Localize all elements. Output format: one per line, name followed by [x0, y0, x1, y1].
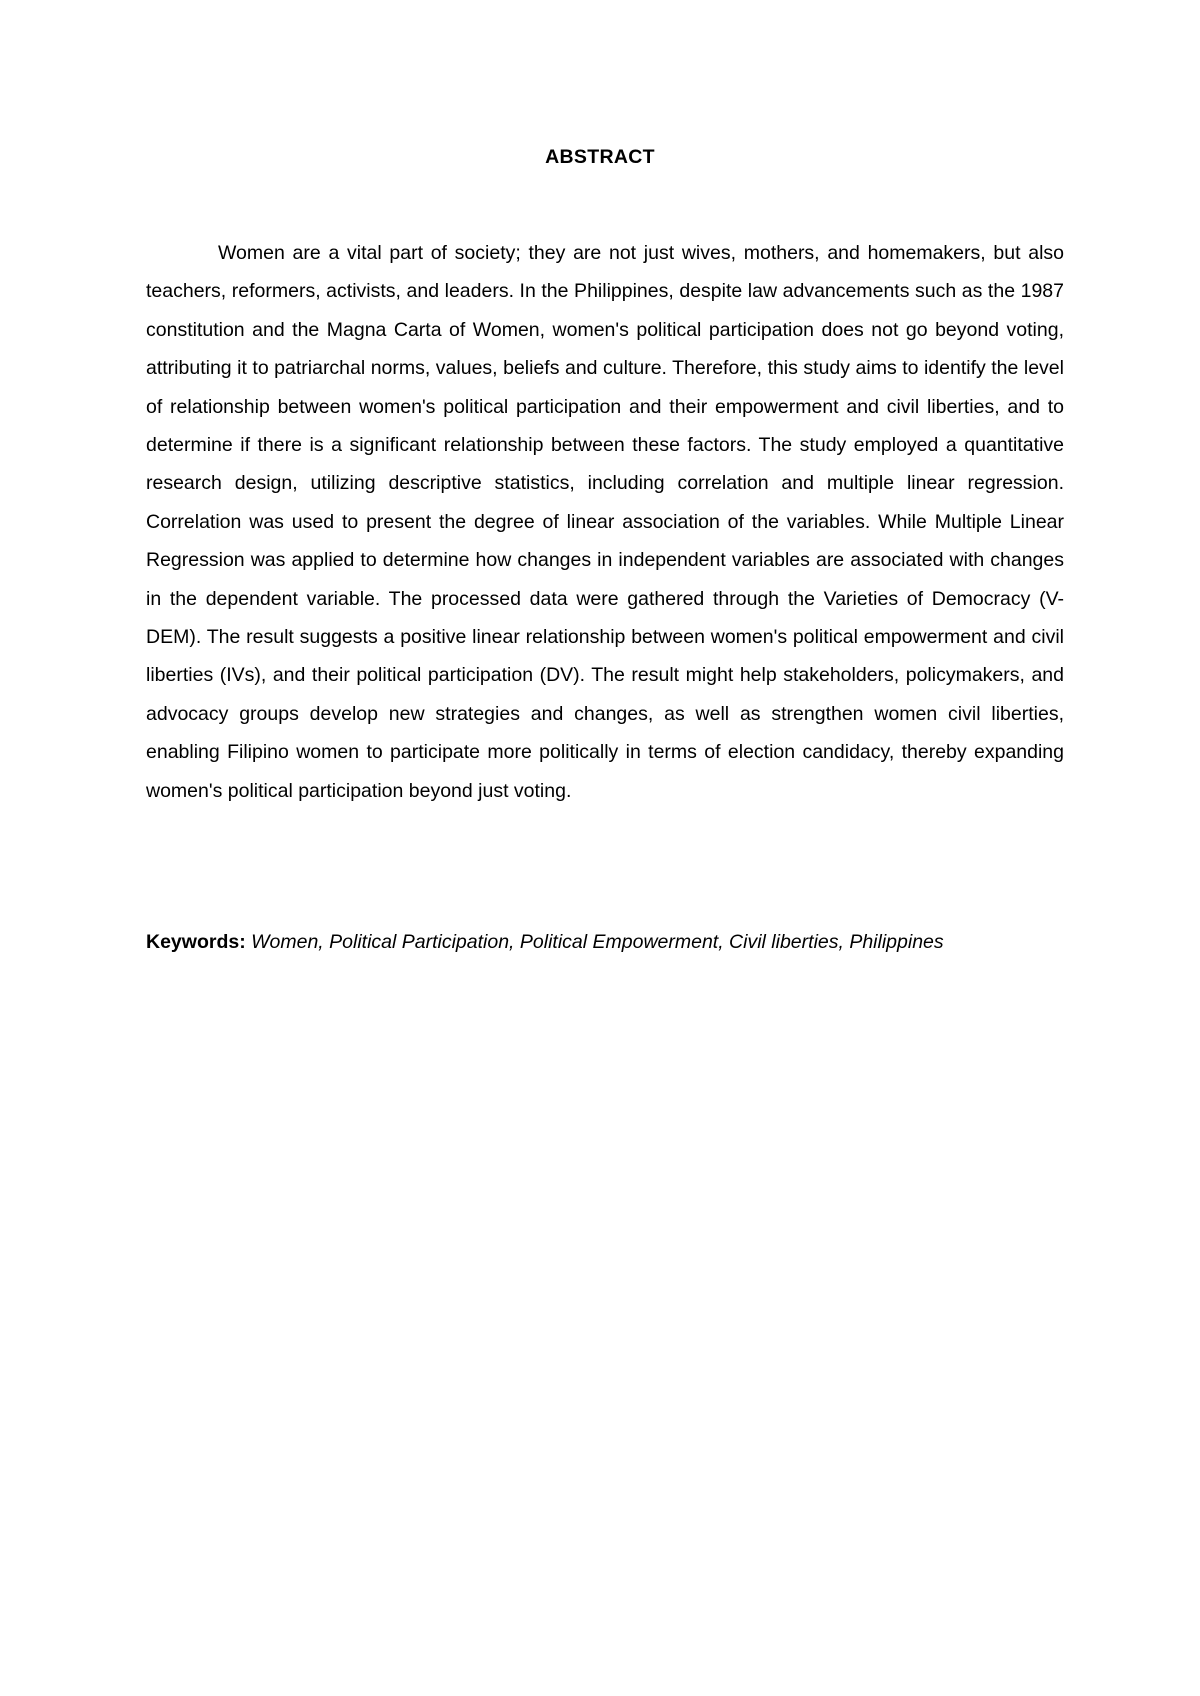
keywords-line	[146, 930, 1064, 954]
keywords-label: Keywords:	[146, 931, 246, 953]
keywords-list: Women, Political Participation, Political Empowerment, Civil liberties, Philippines	[251, 931, 944, 953]
abstract-paragraph: Women are a vital part of society; they are not just wives, mothers, and homemakers, but also teachers, reformers, activists, and leaders. In the Philippines, despite law advancements such as the 1987 constitution and the Magna Carta of Women, women's political participation does not go beyond voting, attributing it to patriarchal norms, values, beliefs and culture. Therefore, this study aims to identify the level of relationship between women's political participation and their empowerment and civil liberties, and to determine if there is a significant relationship between these factors. The study employed a quantitative research design, utilizing descriptive statistics, including correlation and multiple linear regression. Correlation was used to present the degree of linear association of the variables. While Multiple Linear Regression was applied to determine how changes in independent variables are associated with changes in the dependent variable. The processed data were gathered through the Varieties of Democracy (V-DEM). The result suggests a positive linear relationship between women's political empowerment and civil liberties (IVs), and their political participation (DV). The result might help stakeholders, policymakers, and advocacy groups develop new strategies and changes, as well as strengthen women civil liberties, enabling Filipino women to participate more politically in terms of election candidacy, thereby expanding women's political participation beyond just voting.	[146, 242, 1064, 802]
page-title: ABSTRACT	[545, 146, 655, 168]
